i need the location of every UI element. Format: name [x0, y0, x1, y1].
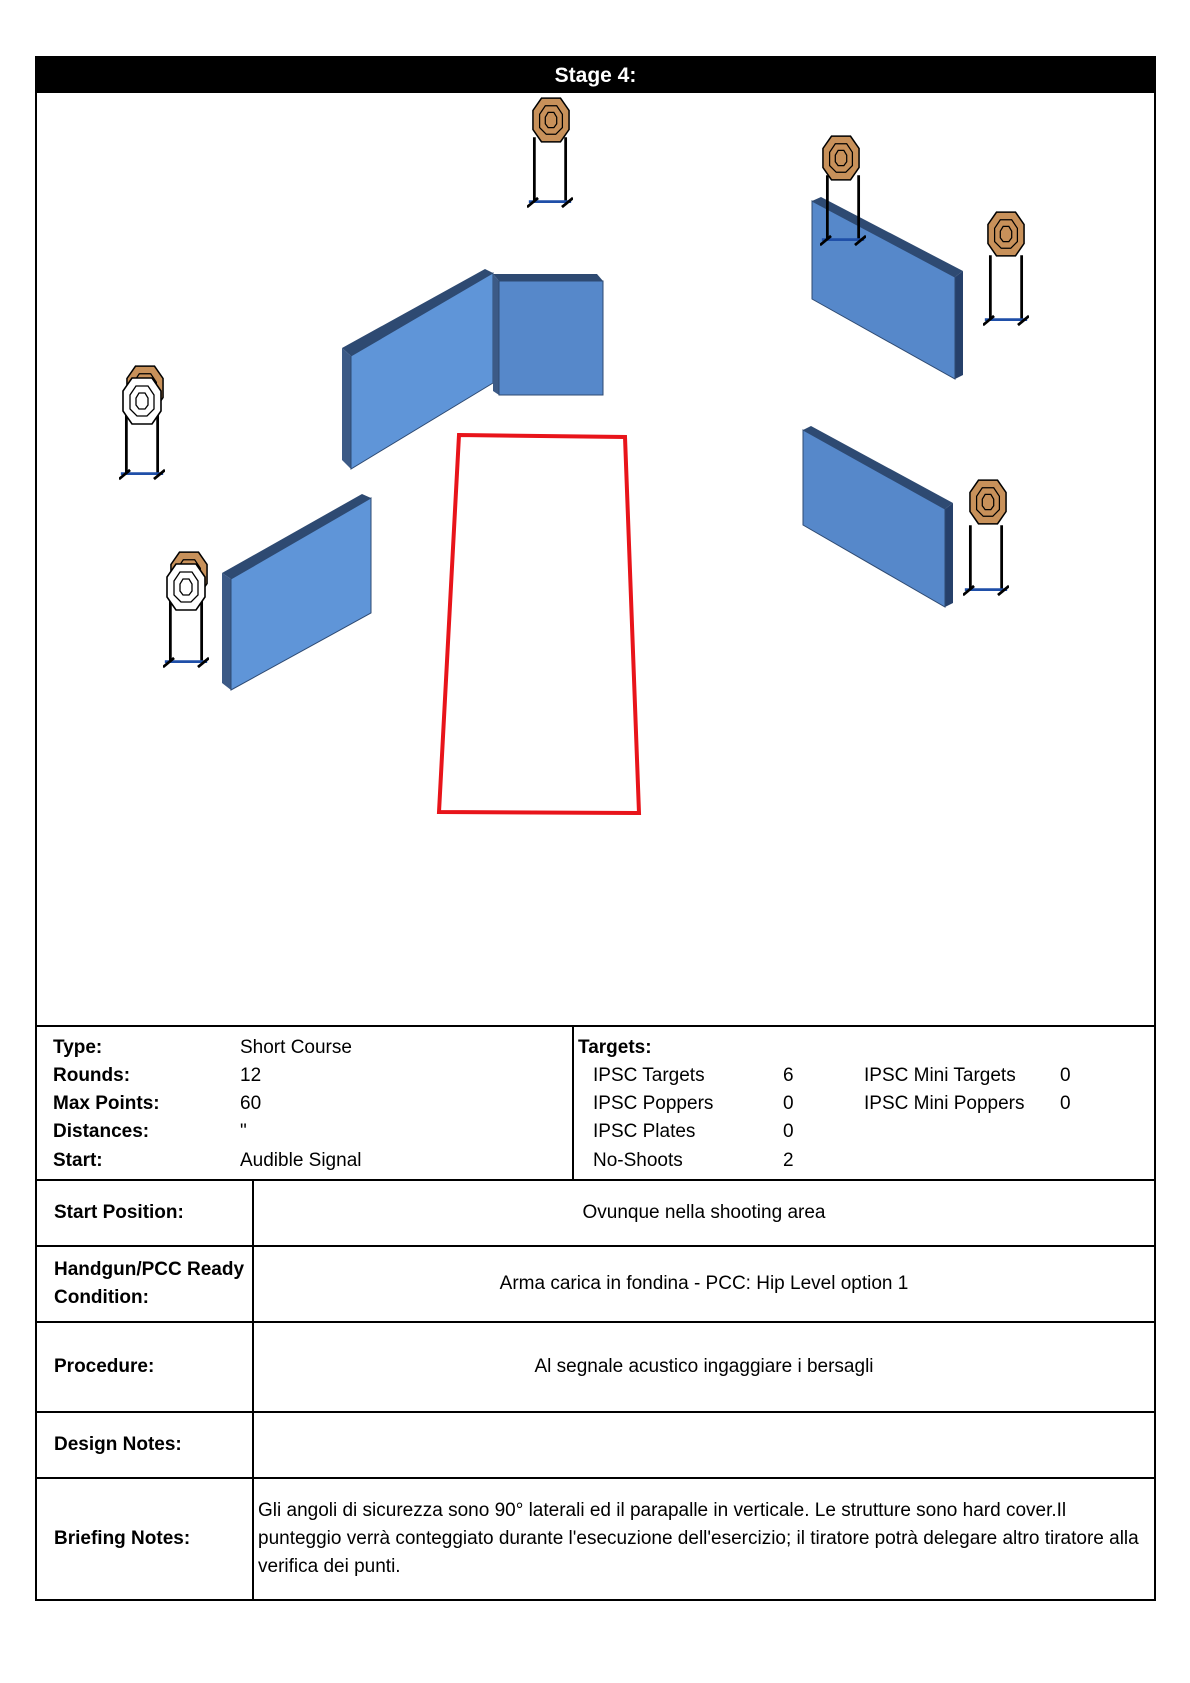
target-right-lower	[963, 480, 1009, 595]
ready-condition-row	[37, 1247, 1154, 1323]
briefing-notes-row	[37, 1479, 1154, 1599]
targets-ipsc-value: 6	[783, 1065, 794, 1086]
briefing-notes-value: Gli angoli di sicurezza sono 90° laterali ed il parapalle in verticale. Le strutture sono hard cover.Il punteggio verrà conteggiato durante l'esecuzione dell'esercizio; il tiratore potrà delegare altro tiratore alla verifica dei punti.	[258, 1500, 1139, 1577]
no-shoots-label: No-Shoots	[593, 1150, 683, 1171]
stage-title: Stage 4:	[37, 58, 1154, 93]
targets-heading: Targets:	[578, 1037, 652, 1058]
stage-info	[37, 1025, 1154, 1181]
start-label: Start:	[53, 1150, 103, 1171]
start-position-value: Ovunque nella shooting area	[582, 1202, 826, 1223]
mini-poppers-value: 0	[1060, 1093, 1071, 1114]
design-notes-label: Design Notes:	[37, 1413, 254, 1477]
poppers-value: 0	[783, 1093, 794, 1114]
ready-condition-label: Handgun/PCC Ready Condition:	[37, 1247, 254, 1321]
target-left-lower-with-no-shoot	[163, 552, 209, 667]
target-right-upper	[983, 212, 1029, 325]
no-shoots-value: 2	[783, 1150, 794, 1171]
targets-ipsc-label: IPSC Targets	[593, 1065, 705, 1086]
procedure-row	[37, 1323, 1154, 1413]
max-points-value: 60	[240, 1093, 262, 1114]
plates-label: IPSC Plates	[593, 1121, 696, 1142]
procedure-label: Procedure:	[37, 1323, 254, 1411]
targets-panel	[574, 1027, 1154, 1179]
mini-targets-value: 0	[1060, 1065, 1071, 1086]
target-left-upper-with-no-shoot	[119, 366, 165, 479]
briefing-notes-label: Briefing Notes:	[37, 1479, 254, 1599]
stage-info-left	[37, 1027, 574, 1179]
target-top-center	[527, 98, 573, 207]
mini-targets-label: IPSC Mini Targets	[864, 1065, 1016, 1086]
type-label: Type:	[53, 1037, 103, 1058]
distances-label: Distances:	[53, 1121, 150, 1142]
wall-left-lower	[222, 494, 371, 690]
stage-diagram	[37, 93, 1154, 1025]
wall-upper-right	[812, 197, 963, 379]
stage-sheet	[35, 56, 1156, 1601]
plates-value: 0	[783, 1121, 794, 1142]
start-position-label: Start Position:	[37, 1181, 254, 1245]
start-position-row	[37, 1181, 1154, 1247]
design-notes-value	[254, 1413, 1154, 1477]
start-value: Audible Signal	[240, 1150, 362, 1171]
poppers-label: IPSC Poppers	[593, 1093, 714, 1114]
max-points-label: Max Points:	[53, 1093, 160, 1114]
wall-center-right	[493, 274, 603, 395]
wall-lower-right	[803, 426, 953, 607]
rounds-label: Rounds:	[53, 1065, 131, 1086]
wall-center-left	[342, 269, 493, 469]
shooting-area	[439, 435, 639, 813]
design-notes-row	[37, 1413, 1154, 1479]
mini-poppers-label: IPSC Mini Poppers	[864, 1093, 1025, 1114]
procedure-value: Al segnale acustico ingaggiare i bersagli	[534, 1356, 874, 1377]
distances-value: "	[240, 1121, 247, 1142]
ready-condition-value: Arma carica in fondina - PCC: Hip Level option 1	[499, 1273, 909, 1294]
type-value: Short Course	[240, 1037, 352, 1058]
rounds-value: 12	[240, 1065, 262, 1086]
